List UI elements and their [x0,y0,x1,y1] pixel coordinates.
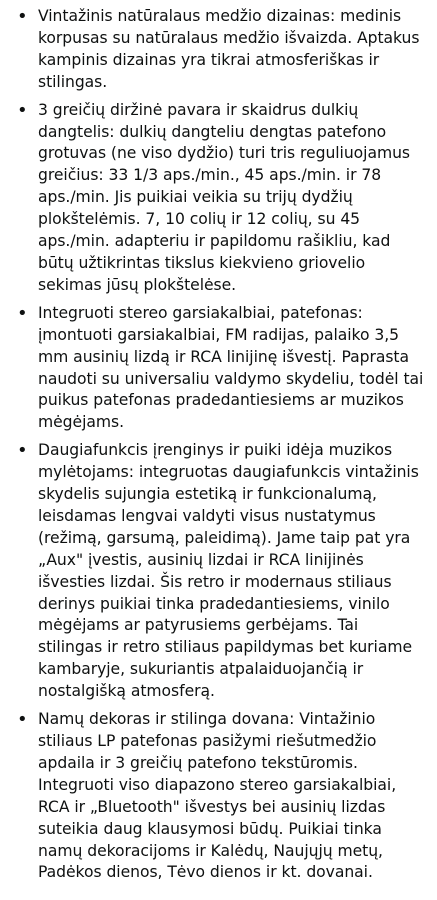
feature-bullet-multifunction [16,440,425,703]
bullet-text: Daugiafunkcis įrenginys ir puiki idėja muzikos mylėtojams: integruotas daugiafunkcis vintažinis skydelis sujungia estetiką ir funkcionalumą, leisdamas lengvai valdyti visus nustatymus (režimą, garsumą, paleidimą). Jame taip pat yra „Aux" įvestis, ausinių lizdai ir RCA linijinės išvesties lizdai. Šis retro ir modernaus stiliaus derinys puikiai tinka pradedantiesiems, vinilo mėgėjams ar patyrusiems gerbėjams. Tai stilingas ir retro stiliaus papildymas bet kuriame kambaryje, sukuriantis atpalaiduojančią ir nostalgišką atmosferą. [38,441,419,701]
feature-bullet-belt-drive [16,100,425,297]
bullet-icon: • [17,302,28,324]
bullet-icon: • [17,6,28,27]
bullet-text: Integruoti stereo garsiakalbiai, patefonas: įmontuoti garsiakalbiai, FM radijas, palaiko 3,5 mm ausinių lizdą ir RCA linijinę išvestį. Paprasta naudoti su universaliu valdymo skydeliu, todėl tai puikus patefonas pradedantiesiems ar muzikos mėgėjams. [38,303,424,432]
bullet-text: Vintažinis natūralaus medžio dizainas: medinis korpusas su natūralaus medžio išvaizda. Aptakus kampinis dizainas yra tikrai atmosferiškas ir stilingas. [38,7,420,91]
feature-bullet-wood-design [16,6,425,94]
bullet-text: 3 greičių diržinė pavara ir skaidrus dulkių dangtelis: dulkių dangteliu dengtas patefono grotuvas (ne viso dydžio) turi tris reguliuojamus greičius: 33 1/3 aps./min., 45 aps./min. ir 78 aps./min. Jis puikiai veikia su trijų dydžių plokštelėmis. 7, 10 colių ir 12 colių, su 45 aps./min. adapteriu ir papildomu rašikliu, kad būtų užtikrintas tikslus kiekvieno griovelio sekimas jūsų plokštelėse. [38,100,410,294]
feature-bullet-speakers [16,303,425,434]
bullet-text: Namų dekoras ir stilinga dovana: Vintažinio stiliaus LP patefonas pasižymi riešutmedžio apdaila ir 3 greičių patefono tekstūromis. Integruoti viso diapazono stereo garsiakalbiai, RCA ir „Bluetooth" išvestys bei ausinių lizdas suteikia daug klausymosi būdų. Puikiai tinka namų dekoracijoms ir Kalėdų, Naujųjų metų, Padėkos dienos, Tėvo dienos ir kt. dovanai. [38,710,397,882]
bullet-icon: • [17,99,28,121]
bullet-icon: • [17,709,28,731]
bullet-icon: • [17,440,28,462]
feature-bullet-gift [16,709,425,884]
feature-bullet-list [16,6,425,884]
